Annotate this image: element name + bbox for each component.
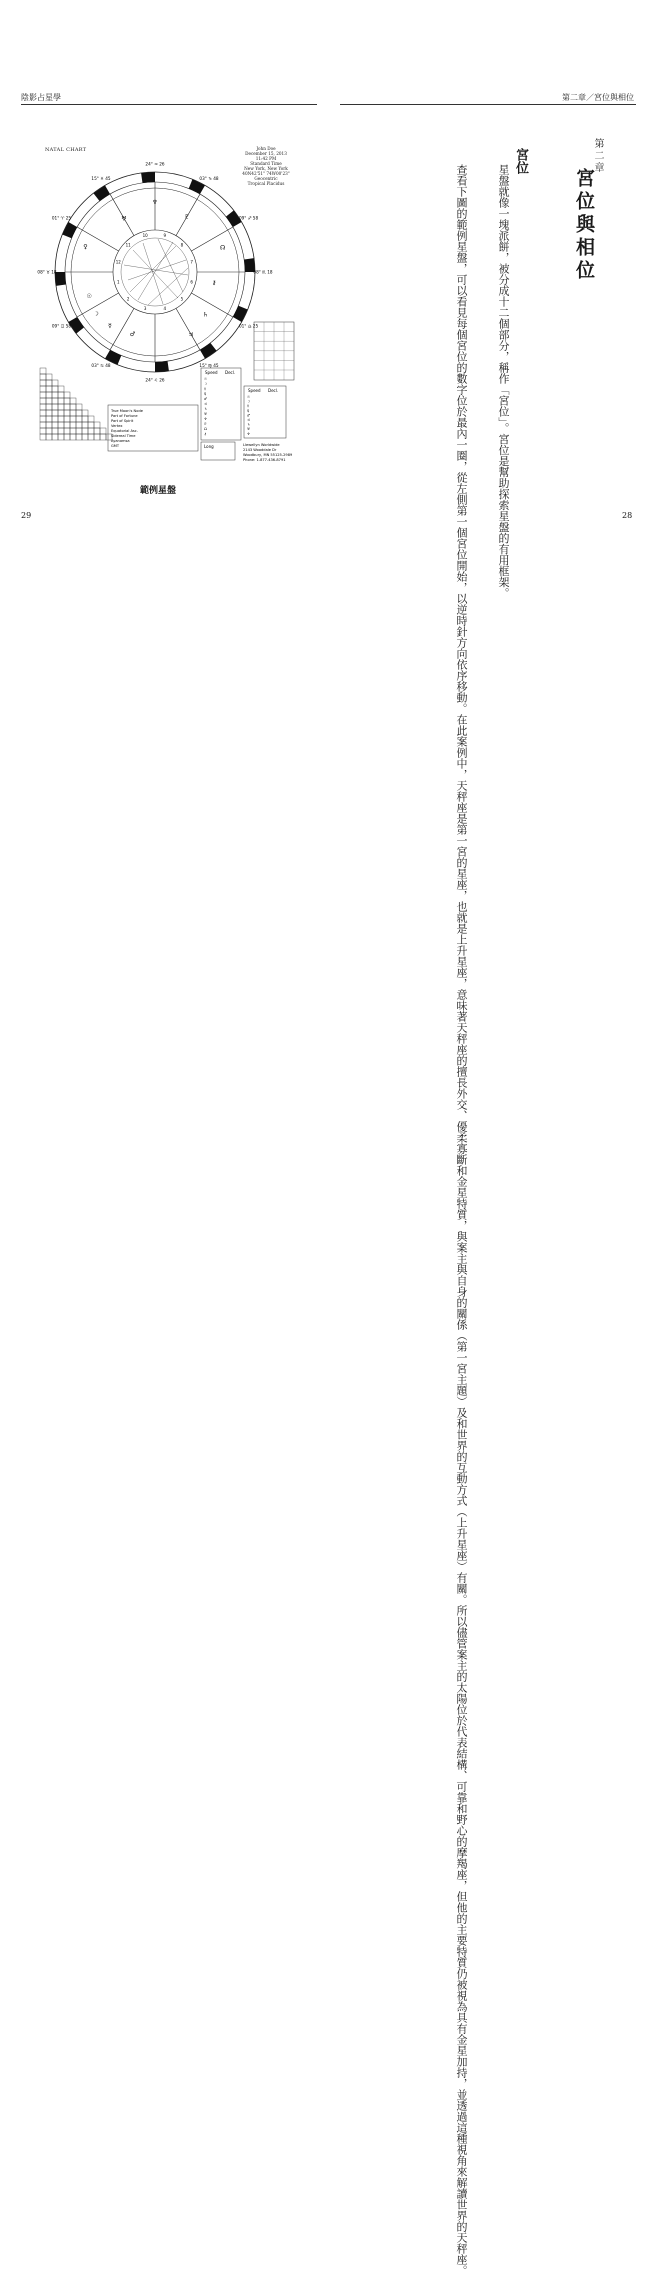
- aspect-grid-cell: [52, 428, 58, 434]
- speed-row-glyph: ♆: [204, 417, 208, 421]
- sign-marker: [233, 306, 248, 322]
- page-number-left: 29: [21, 511, 32, 520]
- aspect-grid-cell: [64, 410, 70, 416]
- aspect-grid-cell: [100, 434, 106, 440]
- aspect-line: [143, 243, 163, 304]
- long-table: [201, 442, 235, 460]
- planet-glyph: ♅: [121, 215, 127, 223]
- aspect-grid-cell: [82, 416, 88, 422]
- cusp-degree-label: 03° ♋ 48: [91, 363, 111, 369]
- chart-info-line: John Doe: [256, 146, 276, 151]
- chapter-title: 宮位與相位: [573, 168, 595, 283]
- aspect-grid-cell: [52, 392, 58, 398]
- cusp-degree-label: 24° ♒ 26: [145, 161, 165, 167]
- speed-row-glyph: ☉: [204, 377, 208, 381]
- aspect-grid-cell: [70, 434, 76, 440]
- paragraph-text: 星盤就像一塊派餅，被分成十二個部分，稱作「宮位」。宮位是幫助探索星盤的有用框架。: [497, 164, 510, 599]
- cusp-degree-label: 15° ♓ 45: [91, 175, 111, 181]
- table-row-label: Part of Fortune: [111, 414, 138, 418]
- cusp-degree-label: 09° ♊ 58: [51, 323, 72, 329]
- sign-marker: [62, 222, 77, 238]
- aspect-grid-cell: [52, 410, 58, 416]
- aspect-grid-cell: [94, 428, 100, 434]
- aspect-grid-cell: [100, 428, 106, 434]
- paragraph-text: 查看下圖的範例星盤，可以看見每個宮位的數字位於最內一圈，從左側第一個宮位開始，以逆時針方向依序移動。在此案例中，天秤座是第一宮的星座，也就是上升星座，意味著天秤座的擅長外交、優柔寡斷和金星特質，與案主與自身的關係（第一宮主題）及和世界的互動方式（上升星座）有關。所以儘管案主的太陽位於代表結構、可靠和野心的摩羯座，但他的主要特質仍被視為具有金星加持，並透過這種視角來解讀世界的天秤座。: [455, 164, 468, 2276]
- aspect-grid-cell: [58, 410, 64, 416]
- planet-glyph: ♂: [129, 331, 136, 339]
- speed-decl-table: [201, 368, 241, 440]
- aspect-grid-cell: [70, 398, 76, 404]
- aspect-grid-cell: [64, 428, 70, 434]
- chart-info-line: Standard Time: [250, 161, 282, 166]
- aspect-line: [138, 242, 173, 300]
- footer-line: 2143 Wooddale Dr: [243, 448, 277, 452]
- aspect-grid-cell: [88, 434, 94, 440]
- speed-row-glyph: ☉: [247, 395, 251, 399]
- aspect-grid-cell: [64, 434, 70, 440]
- natal-chart-figure: [38, 150, 310, 480]
- aspect-grid-cell: [64, 404, 70, 410]
- table-row-label: GMT: [111, 444, 120, 448]
- aspect-triangle-grid: [40, 368, 112, 440]
- aspect-grid-cell: [40, 422, 46, 428]
- aspect-grid-cell: [46, 386, 52, 392]
- speed-row-glyph: ♆: [247, 431, 251, 436]
- aspect-grid-cell: [52, 404, 58, 410]
- page-number-right: 28: [622, 511, 633, 520]
- speed-decl-table-2: [244, 386, 286, 438]
- table-row-label: True Moon's Node: [111, 409, 143, 413]
- aspect-grid-cell: [88, 416, 94, 422]
- long-header: Long: [204, 444, 214, 449]
- planet-glyph: ♆: [152, 199, 158, 206]
- chart-info-line: Tropical Placidus: [247, 181, 285, 186]
- speed-row-glyph: ☽: [204, 382, 208, 386]
- planet-glyph: ☉: [86, 292, 92, 300]
- aspect-grid-cell: [76, 416, 82, 422]
- aspect-grid-cell: [76, 410, 82, 416]
- aspect-grid-cell: [40, 428, 46, 434]
- aspect-grid-cell: [82, 434, 88, 440]
- aspect-grid-cell: [40, 368, 46, 374]
- aspect-grid-cell: [46, 410, 52, 416]
- planet-glyph: ♄: [202, 311, 209, 319]
- aspect-grid-cell: [40, 416, 46, 422]
- aspect-grid-cell: [40, 392, 46, 398]
- aspect-grid-cell: [64, 392, 70, 398]
- footer-line: Llewellyn Worldwide: [243, 443, 280, 447]
- speed-row-glyph: ♃: [204, 402, 208, 406]
- house-number: 9: [163, 232, 167, 238]
- aspect-grid-cell: [46, 380, 52, 386]
- table-row-label: Equatorial Asc.: [111, 429, 138, 433]
- table-row-label: Part of Spirit: [111, 419, 134, 423]
- planet-glyph: ♀: [83, 243, 88, 251]
- chart-label: NATAL CHART: [45, 147, 87, 153]
- cusp-degree-label: 24° ♌ 26: [145, 377, 165, 383]
- planet-glyph: ♇: [184, 213, 190, 221]
- planet-glyph: ⚷: [211, 279, 217, 287]
- cusp-degree-label: 08° ♏ 18: [253, 269, 273, 275]
- house-cusp-line: [176, 308, 200, 350]
- aspect-grid-cell: [70, 428, 76, 434]
- chart-data-table: [108, 405, 198, 451]
- aspect-grid-cell: [88, 422, 94, 428]
- house-cusp-line: [191, 227, 233, 251]
- aspect-grid-cell: [46, 416, 52, 422]
- speed-row-glyph: ♃: [247, 418, 251, 422]
- sign-marker: [155, 361, 169, 372]
- speed-row-glyph: ☊: [204, 427, 208, 431]
- aspect-grid-cell: [94, 434, 100, 440]
- aspect-grid-cell: [58, 404, 64, 410]
- chart-info-line: Geocentric: [254, 176, 278, 181]
- aspect-grid-cell: [46, 392, 52, 398]
- figure-caption: 範例星盤: [140, 486, 177, 496]
- table-row-label: Sidereal Time: [111, 434, 136, 438]
- aspect-grid-cell: [76, 428, 82, 434]
- aspect-grid-cell: [40, 374, 46, 380]
- aspect-line: [124, 265, 188, 275]
- aspect-grid-cell: [82, 410, 88, 416]
- aspect-line: [130, 246, 176, 292]
- aspect-grid-cell: [52, 434, 58, 440]
- aspect-grid-cell: [58, 416, 64, 422]
- aspect-grid-cell: [70, 404, 76, 410]
- aspect-grid-cell: [40, 380, 46, 386]
- house-cusp-line: [110, 308, 134, 350]
- sign-marker: [141, 172, 155, 183]
- house-number: 6: [190, 279, 193, 285]
- planet-glyph: ☊: [219, 244, 226, 252]
- aspect-mini-grid: [254, 322, 294, 380]
- aspect-grid-cell: [40, 386, 46, 392]
- aspect-grid-cell: [46, 428, 52, 434]
- sign-marker: [93, 185, 110, 201]
- aspect-grid-cell: [40, 398, 46, 404]
- speed-row-glyph: ♀: [204, 392, 207, 396]
- aspect-grid-cell: [58, 434, 64, 440]
- speed-row-glyph: ♄: [204, 407, 208, 411]
- speed-row-glyph: ♇: [204, 422, 208, 426]
- house-number: 10: [142, 232, 148, 238]
- planet-glyph: ♃: [188, 331, 194, 339]
- cusp-degree-label: 15° ♍ 45: [199, 363, 219, 369]
- aspect-grid-cell: [76, 404, 82, 410]
- aspect-grid-cell: [46, 398, 52, 404]
- footer-line: Woodbury, MN 55125-2989: [243, 453, 293, 457]
- speed-row-glyph: ♅: [204, 412, 208, 416]
- house-number: 8: [180, 242, 184, 248]
- aspect-grid-cell: [88, 428, 94, 434]
- speed-row-glyph: ☿: [204, 387, 207, 391]
- body-paragraph-1: [470, 164, 514, 599]
- house-number: 11: [125, 242, 131, 248]
- aspect-grid-cell: [46, 434, 52, 440]
- house-number: 12: [115, 259, 121, 265]
- chart-footer: [243, 443, 293, 462]
- aspect-grid-cell: [58, 398, 64, 404]
- chart-info-line: December 15, 2013: [245, 151, 287, 156]
- aspect-grid-cell: [64, 422, 70, 428]
- aspect-grid-cell: [64, 416, 70, 422]
- speed-row-glyph: ♂: [204, 397, 208, 401]
- aspect-line: [133, 250, 178, 298]
- aspect-grid-cell: [58, 392, 64, 398]
- house-number: 7: [190, 259, 193, 265]
- aspect-grid-cell: [58, 386, 64, 392]
- sign-marker: [55, 272, 66, 286]
- speed-row-glyph: ♀: [247, 408, 250, 413]
- chapter-number: 第二章: [592, 138, 603, 174]
- aspect-grid-cell: [52, 386, 58, 392]
- aspect-grid-cell: [82, 428, 88, 434]
- house-number: 4: [163, 306, 167, 312]
- aspect-grid-cell: [82, 422, 88, 428]
- aspect-grid-cell: [52, 422, 58, 428]
- header-rule-left: [21, 104, 317, 105]
- aspect-grid-cell: [40, 404, 46, 410]
- aspect-grid-cell: [40, 410, 46, 416]
- aspect-grid-cell: [58, 428, 64, 434]
- speed-row-glyph: ☽: [247, 399, 251, 404]
- house-number: 2: [126, 296, 130, 302]
- aspect-grid-cell: [76, 422, 82, 428]
- table-row-label: Vertex: [111, 424, 123, 428]
- cusp-degree-label: 01° ♎ 25: [238, 323, 259, 329]
- aspect-grid-cell: [70, 416, 76, 422]
- section-heading: 宮位: [513, 148, 528, 174]
- cusp-degree-label: 01° ♈ 25: [51, 215, 72, 221]
- speed-row-glyph: ☿: [247, 404, 250, 409]
- aspect-grid-cell: [58, 422, 64, 428]
- aspect-grid-cell: [94, 422, 100, 428]
- house-number: 1: [117, 279, 120, 285]
- speed-header-2: Speed: [248, 388, 261, 393]
- header-rule-right: [340, 104, 636, 105]
- decl-header: Decl.: [225, 370, 236, 375]
- aspect-grid-cell: [52, 416, 58, 422]
- house-number: 3: [143, 306, 147, 312]
- aspect-grid-cell: [76, 434, 82, 440]
- speed-row-glyph: ⚷: [204, 432, 207, 436]
- aspect-grid-cell: [40, 434, 46, 440]
- sign-marker: [200, 343, 217, 359]
- footer-line: Phone: 1-877-436-8791: [243, 458, 286, 462]
- running-head-left: 陰影占星學: [21, 93, 61, 102]
- speed-row-glyph: ♄: [247, 422, 251, 427]
- cusp-degree-label: 09° ♐ 58: [238, 215, 259, 221]
- aspect-grid-cell: [46, 422, 52, 428]
- cusp-degree-label: 08° ♉ 18: [37, 269, 57, 275]
- aspect-grid-cell: [46, 404, 52, 410]
- house-number: 5: [180, 296, 184, 302]
- chart-info-line: New York, New York: [244, 166, 288, 171]
- aspect-grid-cell: [70, 422, 76, 428]
- cusp-degree-label: 03° ♑ 48: [199, 175, 219, 181]
- sign-marker: [189, 179, 205, 194]
- decl-header-2: Decl.: [268, 388, 279, 393]
- planet-glyph: ☽: [93, 310, 99, 318]
- speed-row-glyph: ♂: [247, 413, 251, 418]
- planet-glyph: ☿: [108, 322, 112, 330]
- chart-wheel: [37, 162, 273, 383]
- speed-row-glyph: ♅: [247, 427, 251, 432]
- aspect-grid-cell: [46, 374, 52, 380]
- aspect-grid-cell: [52, 398, 58, 404]
- aspect-grid-cell: [64, 398, 70, 404]
- running-head-right: 第二章／宮位與相位: [562, 93, 634, 102]
- house-cusp-line: [191, 293, 233, 317]
- speed-header: Speed: [205, 370, 218, 375]
- aspect-grid-cell: [52, 380, 58, 386]
- body-paragraph-2: [384, 164, 472, 2276]
- table-row-label: Ayanamsa: [111, 439, 130, 443]
- chart-info-line: 11:42 PM: [255, 156, 277, 161]
- aspect-grid-cell: [70, 410, 76, 416]
- chart-info-line: 40N42'51" 74W00'23": [242, 171, 290, 176]
